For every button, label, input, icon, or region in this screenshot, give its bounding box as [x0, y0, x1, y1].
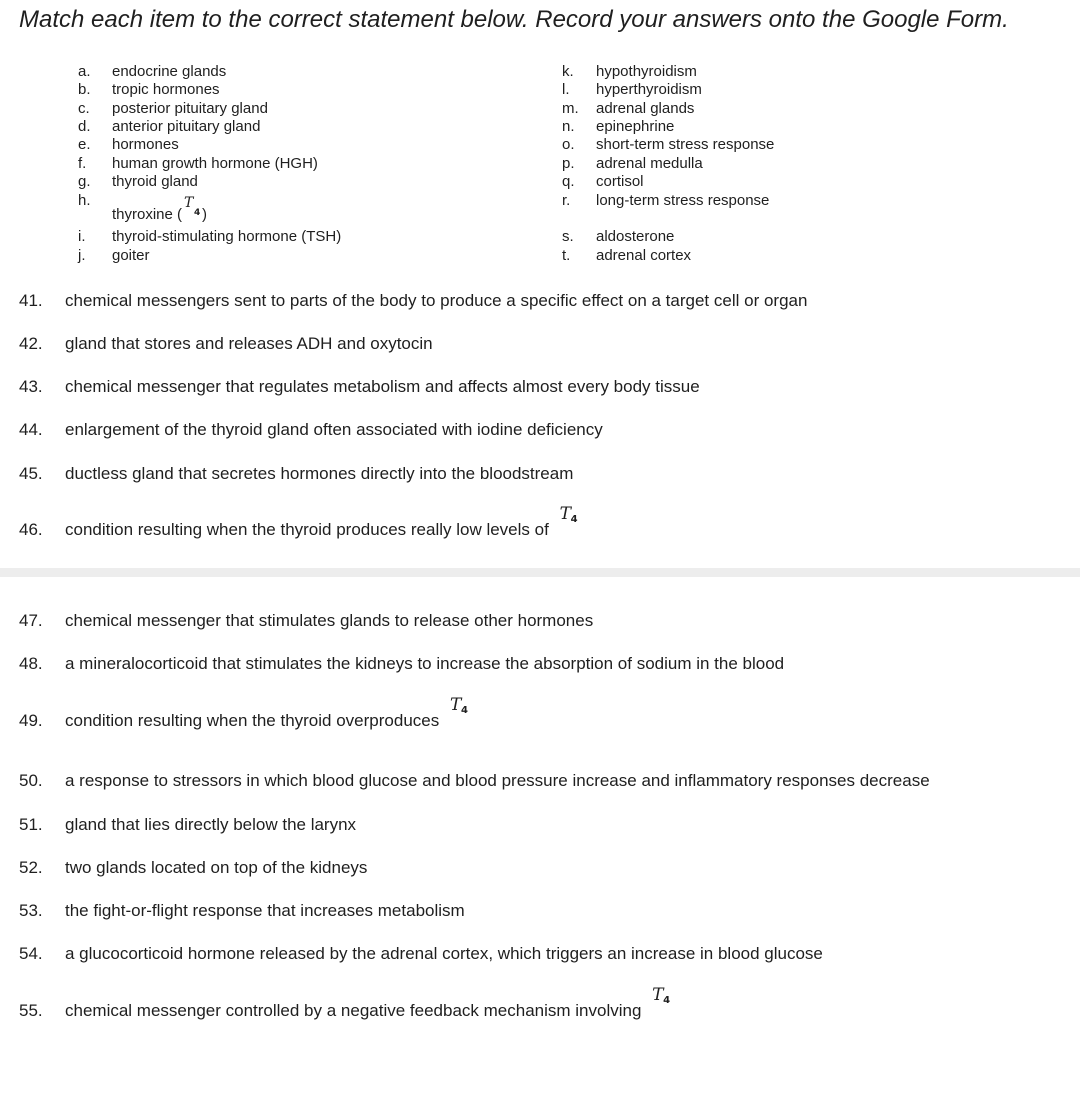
- question-number: 49.: [19, 711, 43, 730]
- question-text-with-t4: [65, 985, 671, 1023]
- term-label: long-term stress response: [596, 192, 770, 209]
- term-letter: i.: [78, 228, 86, 245]
- question-text: condition resulting when the thyroid overproduces: [65, 711, 440, 730]
- question-number: 47.: [19, 611, 43, 630]
- t4-letter: T: [559, 504, 571, 524]
- term-label: hormones: [112, 136, 179, 153]
- question-text-with-t4: [65, 504, 578, 542]
- question-text: two glands located on top of the kidneys: [65, 858, 368, 877]
- question-number: 48.: [19, 654, 43, 673]
- question-number: 45.: [19, 464, 43, 483]
- term-letter: k.: [562, 63, 574, 80]
- question-number: 55.: [19, 1001, 43, 1020]
- question-number: 42.: [19, 334, 43, 353]
- term-letter: h.: [78, 192, 91, 209]
- term-letter: q.: [562, 173, 575, 190]
- term-letter: p.: [562, 155, 575, 172]
- term-letter: f.: [78, 155, 87, 172]
- question-number: 52.: [19, 858, 43, 877]
- question-number: 46.: [19, 520, 43, 539]
- question-number: 53.: [19, 901, 43, 920]
- t4-letter: T: [184, 195, 194, 211]
- t4-symbol: [646, 985, 671, 1023]
- term-letter: c.: [78, 100, 90, 117]
- term-label: cortisol: [596, 173, 644, 190]
- question-text: chemical messenger controlled by a negative feedback mechanism involving: [65, 1001, 642, 1020]
- term-label-after: ): [202, 206, 208, 223]
- term-label: posterior pituitary gland: [112, 100, 268, 117]
- term-label: thyroid-stimulating hormone (TSH): [112, 228, 342, 245]
- question-text: the fight-or-flight response that increases metabolism: [65, 901, 465, 920]
- question-text: chemical messenger that regulates metabolism and affects almost every body tissue: [65, 377, 700, 396]
- term-label: human growth hormone (HGH): [112, 155, 318, 172]
- t4-subscript: 4: [663, 995, 671, 1006]
- question-text: chemical messengers sent to parts of the body to produce a specific effect on a target cell or organ: [65, 291, 808, 310]
- term-letter: r.: [562, 192, 571, 209]
- t4-subscript: 4: [570, 514, 578, 525]
- question-number: 54.: [19, 944, 43, 963]
- term-letter: a.: [78, 63, 91, 80]
- t4-symbol: [554, 504, 578, 542]
- t4-symbol: [182, 195, 202, 224]
- question-text: a mineralocorticoid that stimulates the kidneys to increase the absorption of sodium in the blood: [65, 654, 785, 673]
- t4-subscript: 4: [194, 208, 201, 218]
- term-label-before: thyroxine (: [112, 206, 183, 223]
- term-label: short-term stress response: [596, 136, 775, 153]
- term-letter: d.: [78, 118, 91, 135]
- term-label: epinephrine: [596, 118, 675, 135]
- question-text: a glucocorticoid hormone released by the adrenal cortex, which triggers an increase in blood glucose: [65, 944, 823, 963]
- term-letter: e.: [78, 136, 91, 153]
- term-label: adrenal cortex: [596, 247, 692, 264]
- term-label: hypothyroidism: [596, 63, 697, 80]
- term-letter: t.: [562, 247, 571, 264]
- term-letter: g.: [78, 173, 91, 190]
- term-label: adrenal medulla: [596, 155, 703, 172]
- page-title: Match each item to the correct statement below. Record your answers onto the Google Form.: [19, 6, 1009, 33]
- question-text: chemical messenger that stimulates glands to release other hormones: [65, 611, 594, 630]
- term-letter: m.: [562, 100, 579, 117]
- term-label: anterior pituitary gland: [112, 118, 261, 135]
- question-number: 43.: [19, 377, 43, 396]
- term-label: goiter: [112, 247, 150, 264]
- term-label-thyroxine: [112, 195, 208, 224]
- t4-letter: T: [449, 695, 462, 715]
- question-text: a response to stressors in which blood glucose and blood pressure increase and inflammatory responses decrease: [65, 771, 930, 790]
- term-letter: b.: [78, 81, 91, 98]
- term-letter: o.: [562, 136, 575, 153]
- term-letter: s.: [562, 228, 574, 245]
- term-label: adrenal glands: [596, 100, 695, 117]
- term-label: hyperthyroidism: [596, 81, 702, 98]
- term-letter: j.: [78, 247, 86, 264]
- page-divider: [0, 568, 1080, 577]
- question-text: condition resulting when the thyroid produces really low levels of: [65, 520, 549, 539]
- question-text: enlargement of the thyroid gland often associated with iodine deficiency: [65, 420, 603, 439]
- question-number: 50.: [19, 771, 43, 790]
- term-label: thyroid gland: [112, 173, 198, 190]
- t4-letter: T: [652, 985, 664, 1005]
- t4-symbol: [444, 695, 468, 733]
- question-number: 44.: [19, 420, 43, 439]
- t4-subscript: 4: [460, 705, 468, 716]
- term-label: aldosterone: [596, 228, 675, 245]
- question-text: ductless gland that secretes hormones directly into the bloodstream: [65, 464, 574, 483]
- term-label: endocrine glands: [112, 63, 227, 80]
- term-letter: n.: [562, 118, 575, 135]
- question-text: gland that lies directly below the larynx: [65, 815, 357, 834]
- term-label: tropic hormones: [112, 81, 220, 98]
- question-number: 41.: [19, 291, 43, 310]
- question-text: gland that stores and releases ADH and oxytocin: [65, 334, 433, 353]
- term-letter: l.: [562, 81, 570, 98]
- question-number: 51.: [19, 815, 43, 834]
- question-text-with-t4: [65, 695, 468, 733]
